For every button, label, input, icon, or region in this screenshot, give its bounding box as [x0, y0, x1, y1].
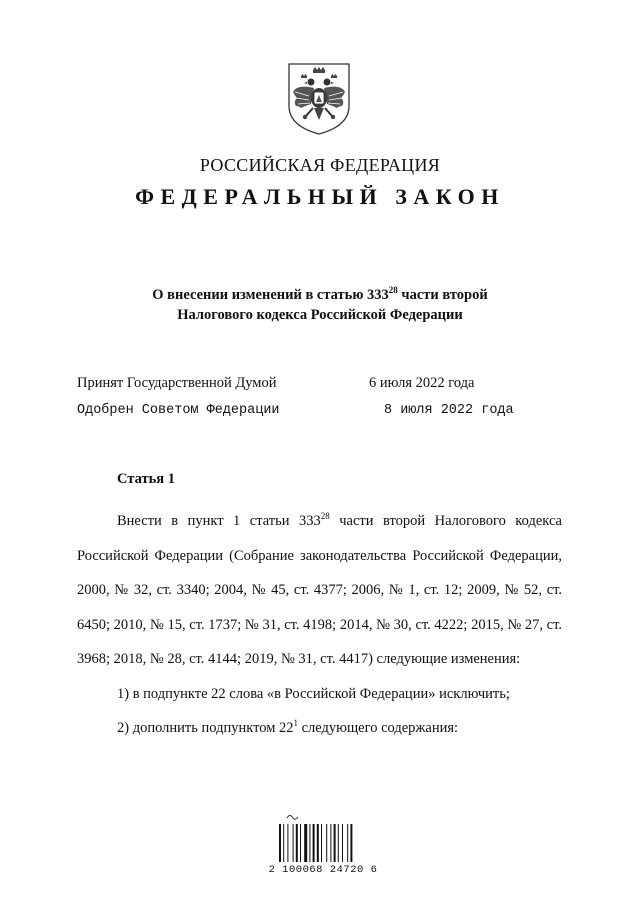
- document-type-title: ФЕДЕРАЛЬНЫЙ ЗАКОН: [135, 184, 505, 209]
- intro-text-tail: части второй Налогового кодекса Российской Федерации (Собрание законодательства Российской Федерации, 2000, № 32, ст. 3340; 2004, № 45, ст. 4377; 2006, № 1, ст. 12; 2009, № 52, ст. 6450; 2010, № 15, ст. 1737; № 31, ст. 4198; 2014, № 30, ст. 4222; 2015, № 27, ст. 3968; 2018, № 28, ст. 4144; 2019, № 31, ст. 4417) следующие изменения:: [77, 513, 562, 667]
- item-2-superscript: 1: [293, 718, 298, 728]
- duma-adoption-date: 6 июля 2022 года: [369, 375, 475, 391]
- article-item-1: 1) в подпункте 22 слова «в Российской Федерации» исключить;: [117, 685, 510, 702]
- article-item-2: [77, 711, 562, 746]
- item-2-text: 2) дополнить подпунктом 22: [117, 720, 294, 736]
- duma-adoption-label: Принят Государственной Думой: [77, 375, 277, 391]
- item-2-text-tail: следующего содержания:: [298, 720, 459, 736]
- article-title: Статья 1: [117, 471, 175, 487]
- subject-line-1-text: О внесении изменений в статью 333: [152, 287, 389, 303]
- subject-line-2: Налогового кодекса Российской Федерации: [177, 307, 463, 323]
- subject-superscript: 28: [388, 285, 398, 295]
- law-subject-title: [0, 285, 640, 325]
- intro-superscript: 28: [320, 511, 330, 521]
- council-approval-date: 8 июля 2022 года: [384, 403, 514, 418]
- intro-text: Внести в пункт 1 статьи 333: [117, 513, 321, 529]
- article-body: [77, 504, 562, 746]
- barcode-number: 2 100068 24720 6: [268, 864, 378, 876]
- article-intro-paragraph: [77, 504, 562, 677]
- subject-line-1-tail: части второй: [397, 287, 488, 303]
- council-approval-label: Одобрен Советом Федерации: [77, 403, 280, 418]
- country-title: РОССИЙСКАЯ ФЕДЕРАЦИЯ: [199, 155, 441, 175]
- subject-line-1: [0, 285, 640, 305]
- coat-of-arms-icon: [287, 62, 351, 136]
